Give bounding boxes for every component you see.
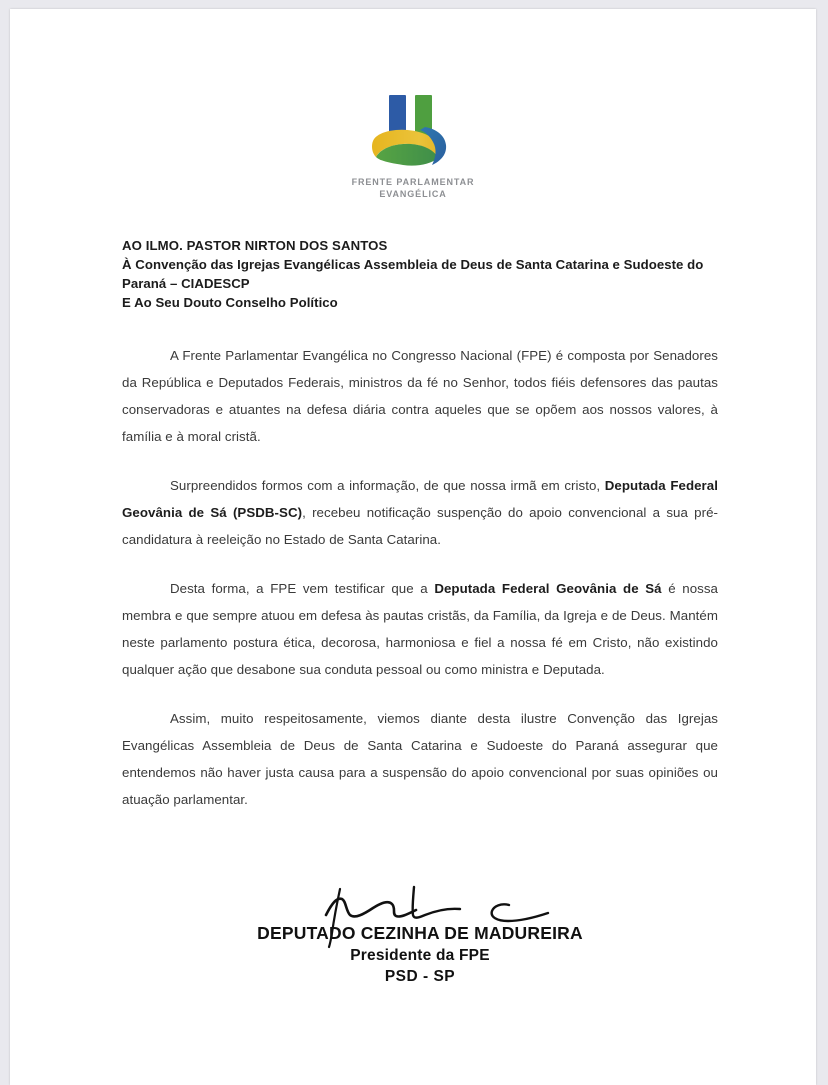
- signature-role: Presidente da FPE: [350, 947, 490, 964]
- logo-mark: [363, 91, 463, 169]
- addressee-line-2: À Convenção das Igrejas Evangélicas Assembleia de Deus de Santa Catarina e Sudoeste do Paraná – CIADESCP: [122, 257, 704, 291]
- paragraph-2-emphasis: Deputada Federal Geovânia de Sá (PSDB-SC): [122, 478, 718, 520]
- signature-name: DEPUTADO CEZINHA DE MADUREIRA: [257, 923, 583, 943]
- paragraph-4: Assim, muito respeitosamente, viemos diante desta ilustre Convenção das Igrejas Evangélicas Assembleia de Deus de Santa Catarina e Sudoeste do Paraná assegurar que entendemos não haver justa causa para a suspensão do apoio convencional por suas opiniões ou atuação parlamentar.: [122, 711, 718, 807]
- organization-logo: [333, 9, 493, 200]
- addressee-line-3: E Ao Seu Douto Conselho Político: [122, 295, 338, 310]
- paragraph-1: A Frente Parlamentar Evangélica no Congresso Nacional (FPE) é composta por Senadores da República e Deputados Federais, ministros da fé no Senhor, todos fiéis defensores das pautas conservadoras e atuantes na defesa diária contra aqueles que se opõem aos nossos valores, à família e à moral cristã.: [122, 348, 718, 444]
- paragraph-2-text-before: Surpreendidos formos com a informação, de que nossa irmã em cristo,: [170, 478, 605, 493]
- logo-caption-line2: EVANGÉLICA: [379, 189, 447, 199]
- document-page: [10, 9, 816, 1085]
- paragraph-3-text-before: Desta forma, a FPE vem testificar que a: [170, 581, 435, 596]
- document-body: [10, 236, 816, 986]
- addressee-line-1: AO ILMO. PASTOR NIRTON DOS SANTOS: [122, 238, 388, 253]
- logo-caption: [333, 176, 493, 200]
- signature-block: [122, 923, 718, 986]
- logo-caption-line1: FRENTE PARLAMENTAR: [351, 177, 475, 187]
- paragraph-3-text-after: é nossa membra e que sempre atuou em defesa às pautas cristãs, da Família, da Igreja e de Deus. Mantém neste parlamento postura ética, decorosa, harmoniosa e fiel a nossa fé em Cristo, não existindo qualquer ação que desabone sua conduta pessoal ou como ministra e Deputada.: [122, 581, 718, 677]
- signature-party: PSD - SP: [384, 968, 456, 985]
- paragraph-3: [122, 575, 718, 683]
- addressee-block: [122, 236, 718, 312]
- paragraph-2: [122, 472, 718, 553]
- paragraph-2-text-after: , recebeu notificação suspenção do apoio convencional a sua pré-candidatura à reeleição no Estado de Santa Catarina.: [122, 505, 718, 547]
- paragraph-3-emphasis: Deputada Federal Geovânia de Sá: [434, 581, 662, 596]
- logo-swoosh-icon: [363, 125, 463, 169]
